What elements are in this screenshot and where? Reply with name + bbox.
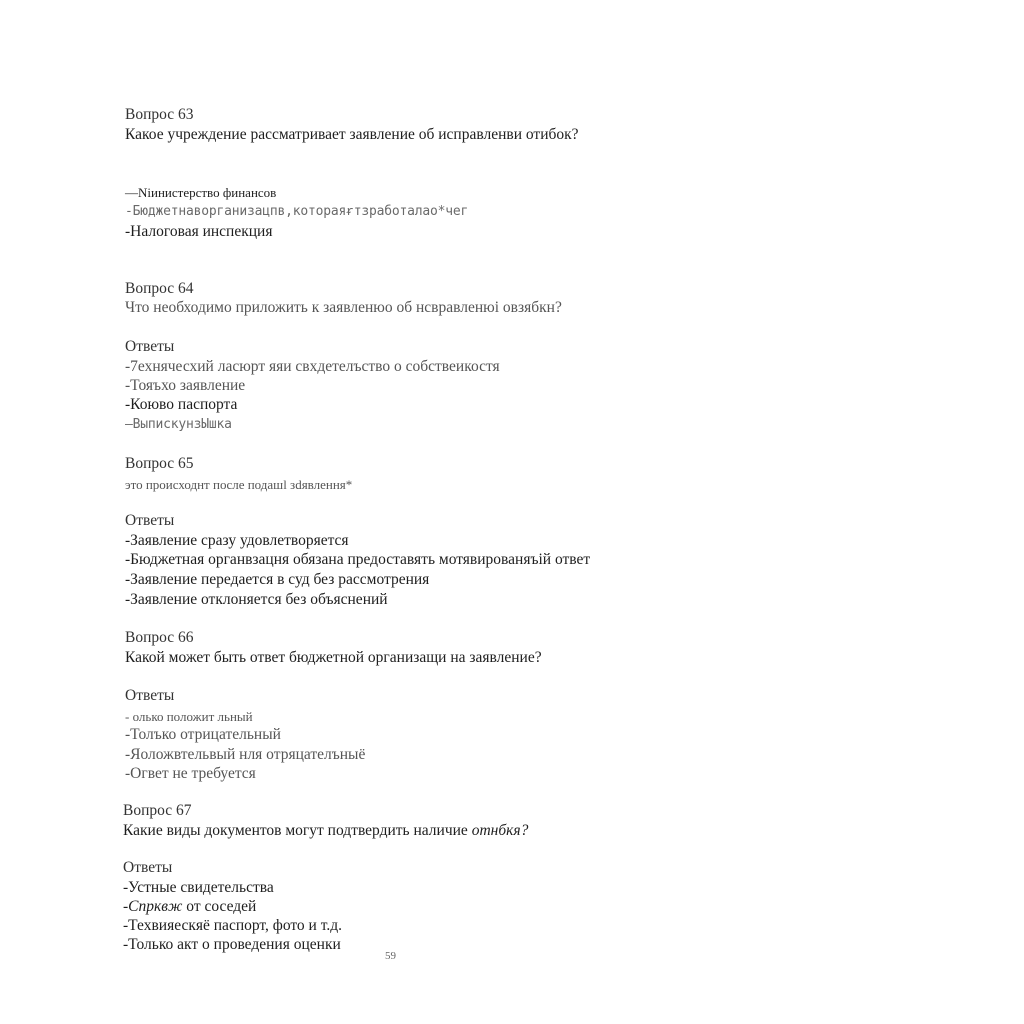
question-66-answer-1: - олько положит льный (125, 709, 253, 724)
question-64-text: Что необходимо приложить к заявленюо об нсвравленюі овзябкн? (125, 299, 562, 316)
question-65-text: это пpоисходнт поcле подaшl зdявлeння* (125, 477, 353, 492)
question-65-answer-1: -Заявление сразу удовлетворяется (125, 532, 349, 549)
question-64-answer-1: -7ехнячесхий ласюрт яяи свхдетелъство о собствеикостя (125, 358, 500, 375)
question-64-label: Вопрос 64 (125, 280, 194, 297)
question-67-answers-label: Ответы (123, 859, 173, 876)
question-63-label: Вопрос 63 (125, 106, 194, 123)
question-63-answer-3: -Налоговая инспекция (125, 223, 273, 240)
question-63-text: Какое учреждение рассматривает заявление об исправленви отибок? (125, 126, 579, 143)
question-67-text (123, 821, 528, 840)
question-67-label: Вопрос 67 (123, 802, 192, 819)
question-67-text-main: Какие виды документов могут подтвердить наличие (123, 822, 472, 839)
question-66-answers-label: Ответы (125, 687, 175, 704)
question-67-answer-4: -Только акт о проведения оценки (123, 936, 341, 953)
question-63-answer-1: —Nіинистерство финансов (125, 185, 277, 200)
question-67-answer-1: -Устные свидетельства (123, 879, 274, 896)
question-65-answers-label: Ответы (125, 512, 175, 529)
question-65-label: Вопрос 65 (125, 455, 194, 472)
question-66-text: Какой может быть ответ бюджетной организащи на заявление? (125, 649, 542, 666)
question-63-answer-2: -Бюджетнаворганизацпв,котораяᵲтзработалаo*чег (125, 204, 469, 219)
question-67-answer-2-italic: Спрквж (128, 898, 183, 915)
question-65-answer-4: -Заявление отклоняется без объяснений (125, 591, 388, 608)
question-67-text-italic: отнбкя? (471, 822, 529, 839)
question-67-answer-3: -Техвияескяё паспорт, фото и т.д. (123, 917, 342, 934)
question-65-answer-2: -Бюджетная органвзацня обязана предоставять мотявированяъій ответ (125, 551, 591, 568)
question-66-answer-4: -Огвет не требуется (125, 765, 256, 782)
question-67-answer-2-dash: - (123, 898, 129, 915)
question-66-label: Вопрос 66 (125, 629, 194, 646)
question-64-answer-3: -Коюво паспорта (125, 396, 238, 413)
question-66-answer-3: -Яоложвтельвый нля отряцателъныё (125, 746, 366, 763)
question-65-answer-3: -Заявление передается в суд без рассмотрения (125, 571, 430, 588)
question-64-answer-2: -Тояъхо заявление (125, 377, 246, 394)
question-64-answers-label: Ответы (125, 338, 175, 355)
question-67-answer-2 (123, 897, 256, 916)
question-66-answer-2: -Толъко отрицательный (125, 726, 281, 743)
question-64-answer-4: –ВыпискунзЫшка (125, 417, 232, 432)
question-67-answer-2-rest: от соседей (182, 898, 257, 915)
page-number: 59 (385, 950, 396, 962)
